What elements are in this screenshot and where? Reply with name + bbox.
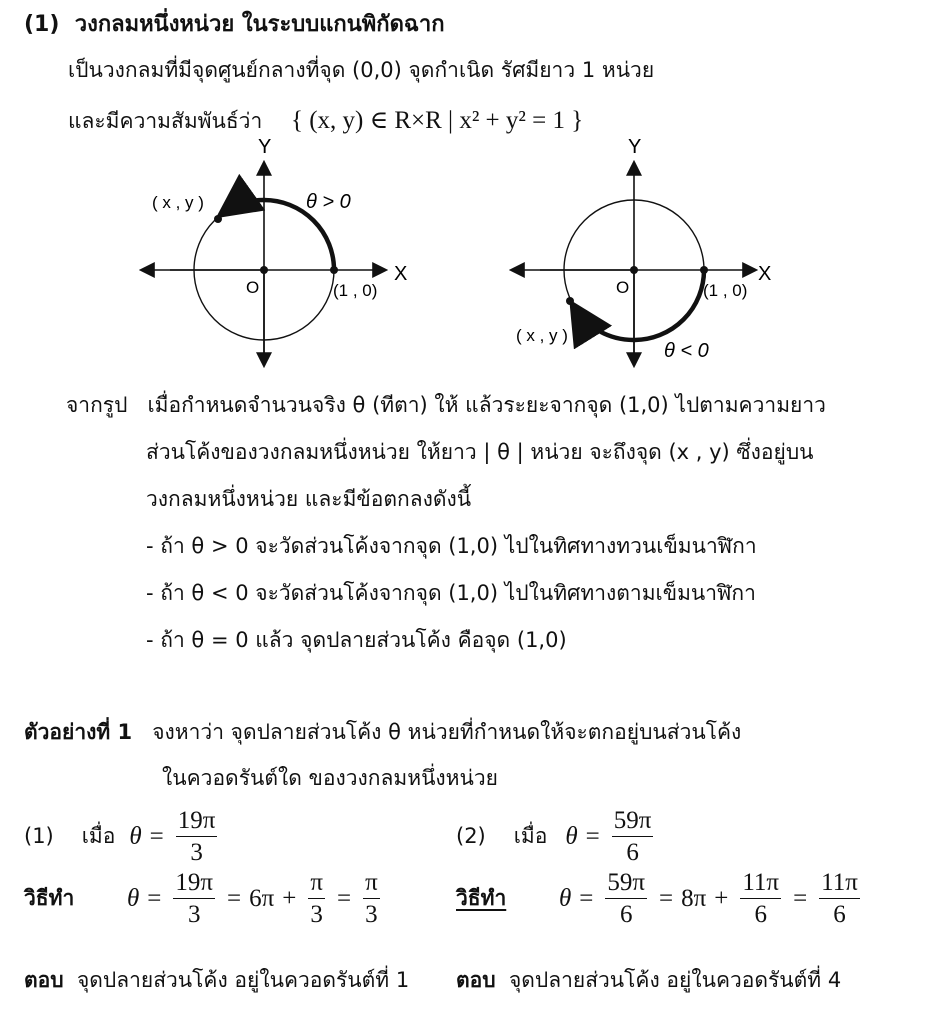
part-2-solution: วิธีทำ θ = $\frac{59\pi}{6}$ = 8π + $\frac{11\pi}{6}$ = $\frac{11\pi}{6}$ [456, 869, 858, 928]
part-1-answer: ตอบ จุดปลายส่วนโค้ง อยู่ในควอดรันต์ที่ 1 [24, 968, 410, 992]
origin-point [260, 266, 268, 274]
intro-line-1: เป็นวงกลมที่มีจุดศูนย์กลางที่จุด (0,0) จุดกำเนิด รัศมียาว 1 หน่วย [68, 58, 655, 82]
answer-label: ตอบ [24, 968, 64, 992]
end-point [214, 215, 222, 223]
example-question-line-2: ในควอดรันต์ใด ของวงกลมหนึ่งหน่วย [162, 766, 498, 790]
arc-negative [574, 270, 704, 340]
y-label: Y [628, 136, 642, 158]
start-point-label: (1 , 0) [333, 281, 378, 300]
answer-label: ตอบ [456, 968, 496, 992]
explanation-lead: จากรูป [66, 393, 128, 417]
part-2-answer: ตอบ จุดปลายส่วนโค้ง อยู่ในควอดรันต์ที่ 4 [456, 968, 842, 992]
arc-label: θ > 0 [306, 191, 351, 213]
origin-label: O [616, 278, 630, 297]
section-number: (1) [24, 12, 60, 37]
unit-circle-figure-negative [500, 135, 800, 375]
section-title: วงกลมหนึ่งหน่วย ในระบบแกนพิกัดฉาก [74, 12, 445, 37]
solution-label: วิธีทำ [24, 886, 75, 910]
part-1-solution: วิธีทำ θ = $\frac{19\pi}{3}$ = 6π + $\frac{\pi}{3}$ = $\frac{\pi}{3}$ [24, 869, 378, 928]
rule-zero: - ถ้า θ = 0 แล้ว จุดปลายส่วนโค้ง คือจุด (1,0) [146, 628, 567, 652]
rule-negative: - ถ้า θ < 0 จะวัดส่วนโค้งจากจุด (1,0) ไปในทิศทางตามเข็มนาฬิกา [146, 581, 756, 605]
x-label: X [394, 263, 408, 285]
arc-label: θ < 0 [664, 340, 709, 362]
section-heading [24, 14, 445, 36]
solution-label: วิธีทำ [456, 886, 507, 910]
x-label: X [758, 263, 772, 285]
origin-label: O [246, 278, 260, 297]
start-point [700, 266, 708, 274]
example-label: ตัวอย่างที่ 1 [24, 720, 133, 744]
part-2-given: (2) เมื่อ θ = $\frac{59\pi}{6}$ [456, 807, 652, 866]
explanation-line-2: ส่วนโค้งของวงกลมหนึ่งหน่วย ให้ยาว | θ | หน่วย จะถึงจุด (x , y) ซึ่งอยู่บน [146, 440, 814, 464]
rule-positive: - ถ้า θ > 0 จะวัดส่วนโค้งจากจุด (1,0) ไปในทิศทางทวนเข็มนาฬิกา [146, 534, 757, 558]
intro-line-2 [68, 108, 583, 133]
end-point-label: ( x , y ) [516, 326, 568, 345]
origin-point [630, 266, 638, 274]
unit-circle-figure-positive [130, 135, 430, 375]
relation-formula: { (x, y) ∈ R×R | x² + y² = 1 } [290, 107, 584, 134]
end-point [566, 297, 574, 305]
example-question-line-1: ตัวอย่างที่ 1 จงหาว่า จุดปลายส่วนโค้ง θ หน่วยที่กำหนดให้จะตกอยู่บนส่วนโค้ง [24, 720, 742, 744]
end-point-label: ( x , y ) [152, 193, 204, 212]
intro-line-2-text: และมีความสัมพันธ์ว่า [68, 109, 263, 133]
explanation-line-3: วงกลมหนึ่งหน่วย และมีข้อตกลงดังนี้ [146, 487, 472, 511]
start-point-label: (1 , 0) [703, 281, 748, 300]
explanation-line-1: จากรูป เมื่อกำหนดจำนวนจริง θ (ทีตา) ให้ แล้วระยะจากจุด (1,0) ไปตามความยาว [66, 393, 826, 417]
part-1-given: (1) เมื่อ θ = $\frac{19\pi}{3}$ [24, 807, 216, 866]
y-label: Y [258, 136, 272, 158]
start-point [330, 266, 338, 274]
